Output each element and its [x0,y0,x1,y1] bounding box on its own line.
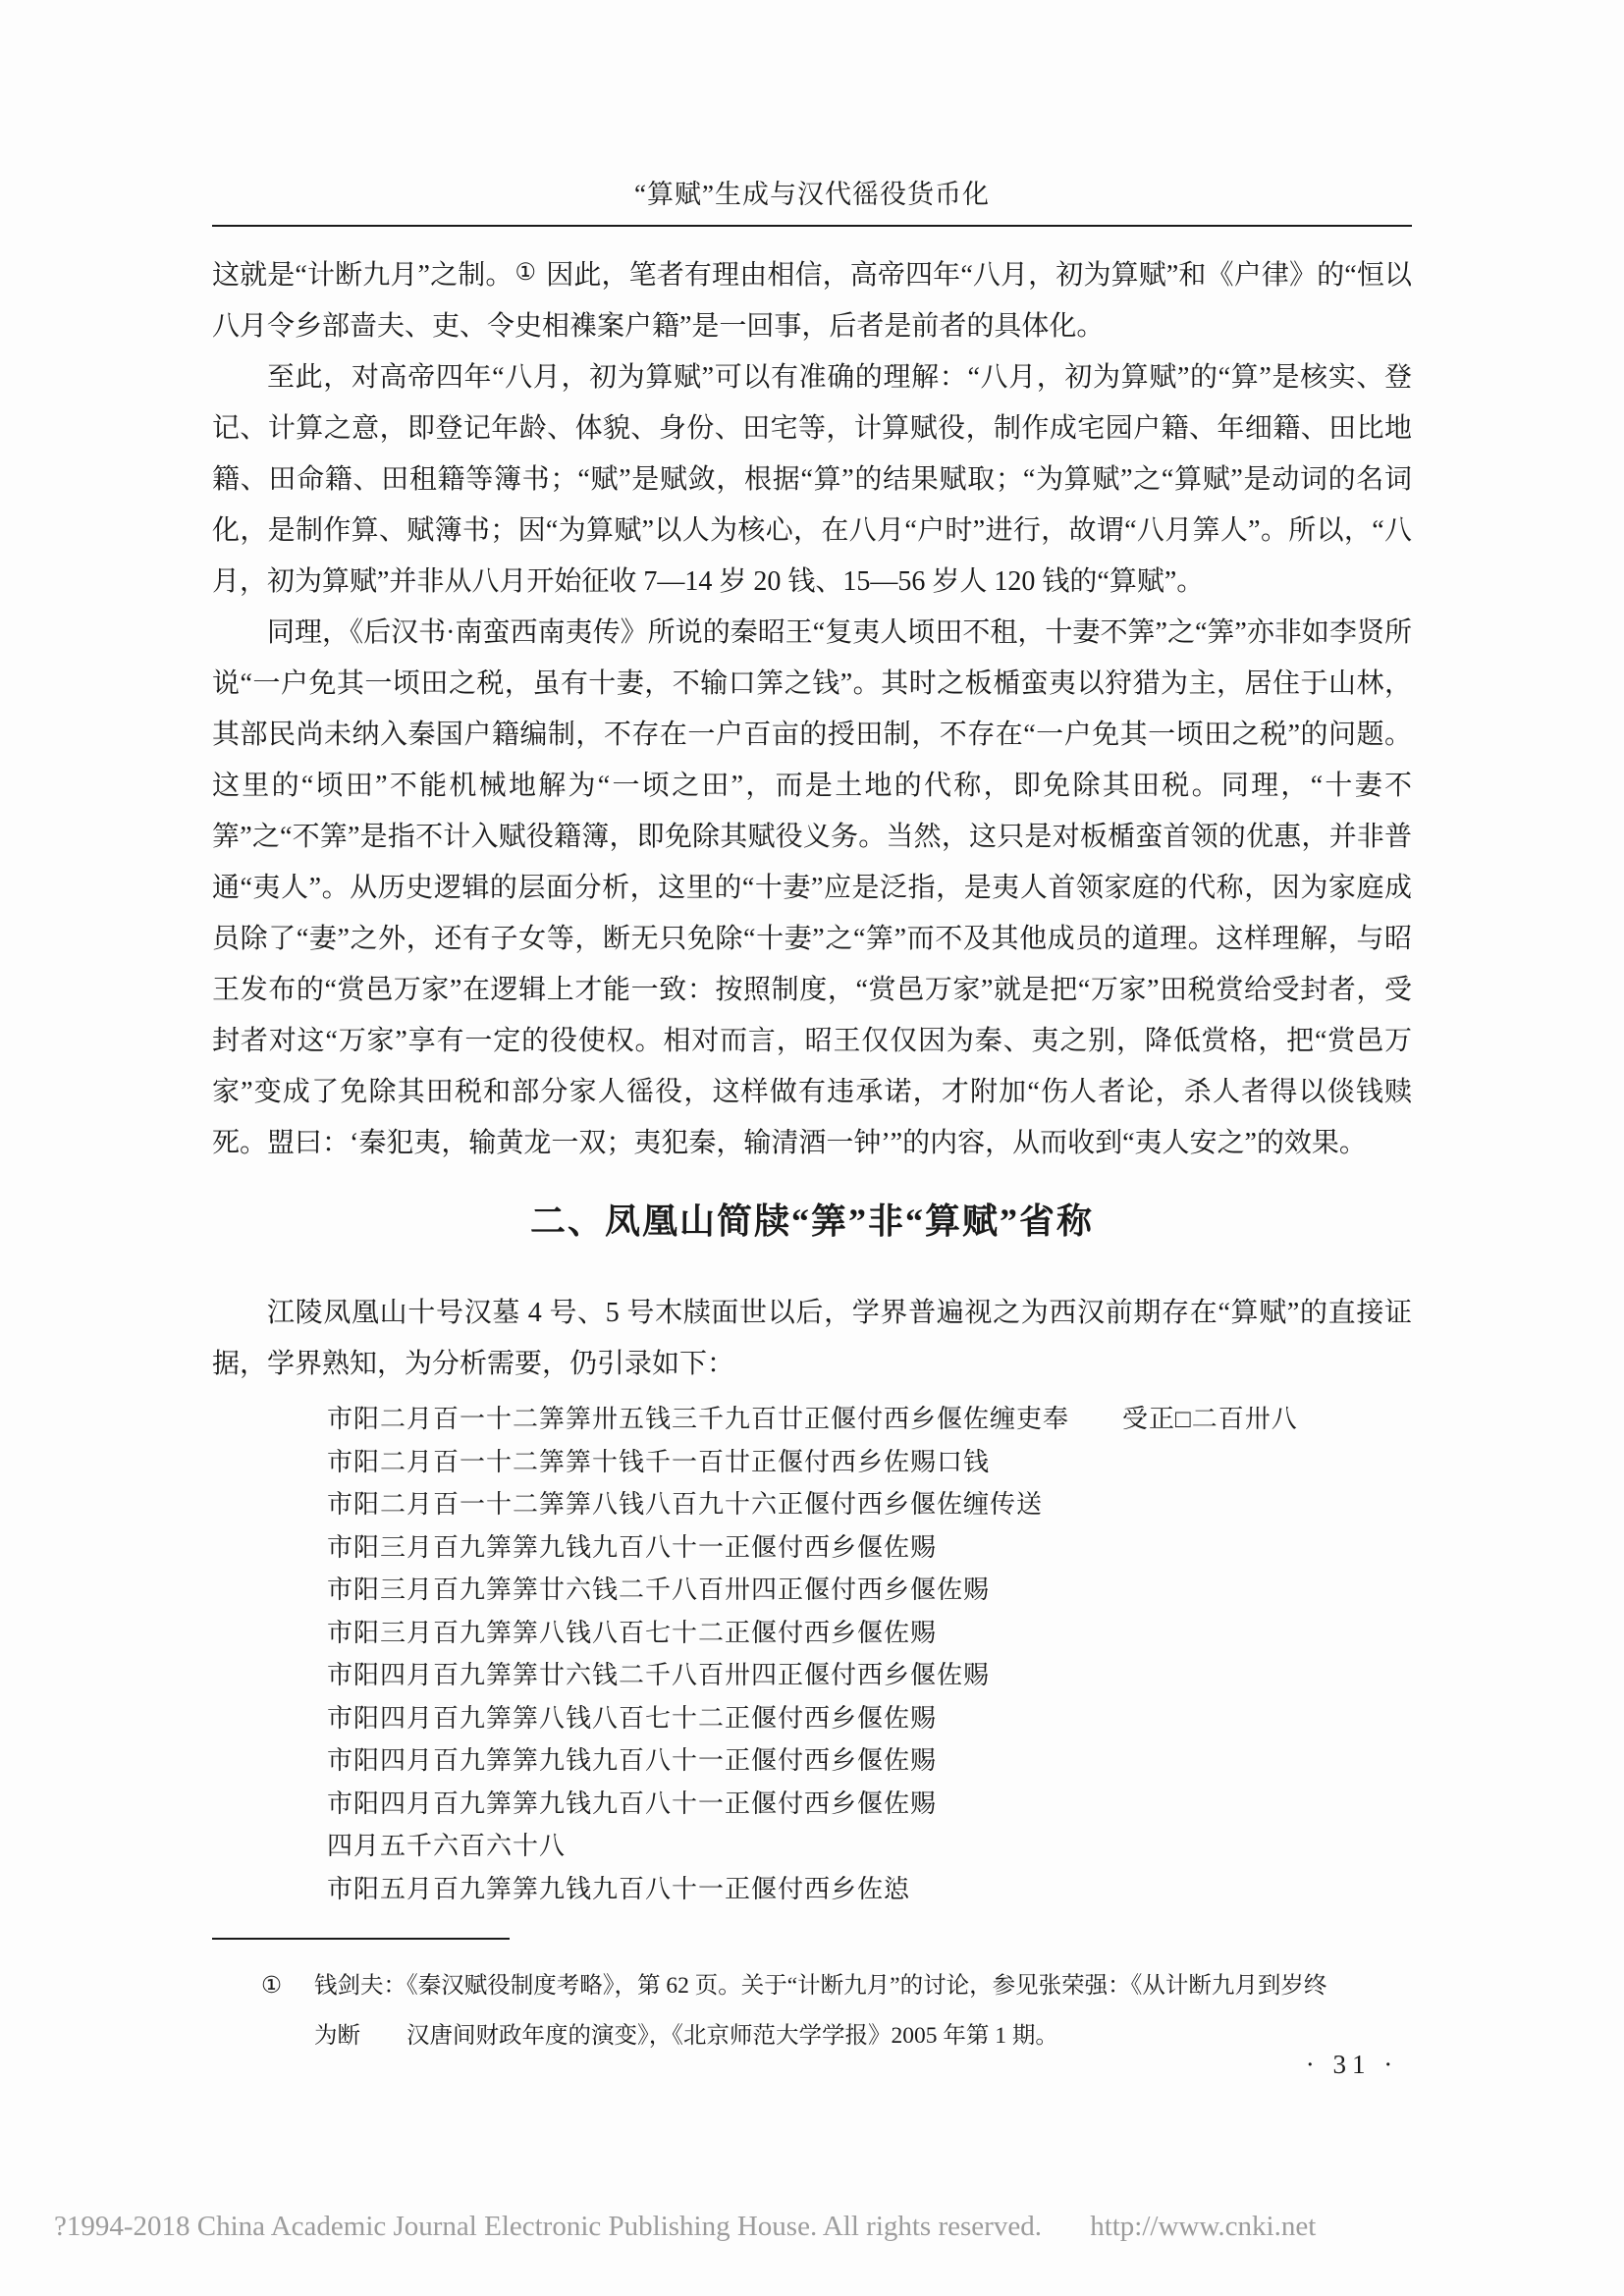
paragraph-2: 至此，对高帝四年“八月，初为算赋”可以有准确的理解：“八月，初为算赋”的“算”是核实、登记、计算之意，即登记年龄、体貌、身份、田宅等，计算赋役，制作成宅园户籍、年细籍、田比地籍、田命籍、田租籍等簿书；“赋”是赋敛，根据“算”的结果赋取；“为算赋”之“算赋”是动词的名词化，是制作算、赋簿书；因“为算赋”以人为核心，在八月“户时”进行，故谓“八月筭人”。所以，“八月，初为算赋”并非从八月开始征收 7—14 岁 20 钱、15—56 岁人 120 钱的“算赋”。 [212,362,1412,597]
footnote-separator [212,1938,510,1940]
tablet-record-line: 市阳四月百九筭筭九钱九百八十一正偃付西乡偃佐赐 [327,1789,938,1818]
header-rule [212,225,1412,227]
running-header: “算赋”生成与汉代徭役货币化 [634,180,990,209]
tablet-record-line: 市阳三月百九筭筭八钱八百七十二正偃付西乡偃佐赐 [327,1618,938,1647]
tablet-quote-block [327,1398,1417,1910]
footnote-1-text: 钱剑夫：《秦汉赋役制度考略》，第 62 页。关于“计断九月”的讨论，参见张荣强：《从计断九月到岁终 [314,1973,1327,1999]
paragraph-3: 同理，《后汉书·南蛮西南夷传》所说的秦昭王“复夷人顷田不租，十妻不筭”之“筭”亦非如李贤所说“一户免其一顷田之税，虽有十妻，不输口筭之钱”。其时之板楯蛮夷以狩猎为主，居住于山林，其部民尚未纳入秦国户籍编制，不存在一户百亩的授田制，不存在“一户免其一顷田之税”的问题。这里的“顷田”不能机械地解为“一顷之田”，而是土地的代称，即免除其田税。同理，“十妻不筭”之“不筭”是指不计入赋役籍簿，即免除其赋役义务。当然，这只是对板楯蛮首领的优惠，并非普通“夷人”。从历史逻辑的层面分析，这里的“十妻”应是泛指，是夷人首领家庭的代称，因为家庭成员除了“妻”之外，还有子女等，断无只免除“十妻”之“筭”而不及其他成员的道理。这样理解，与昭王发布的“赏邑万家”在逻辑上才能一致：按照制度，“赏邑万家”就是把“万家”田税赏给受封者，受封者对这“万家”享有一定的役使权。相对而言，昭王仅仅因为秦、夷之别，降低赏格，把“赏邑万家”变成了免除其田税和部分家人徭役，这样做有违承诺，才附加“伤人者论，杀人者得以倓钱赎死。盟曰：‘秦犯夷，输黄龙一双；夷犯秦，输清酒一钟’”的内容，从而收到“夷人安之”的效果。 [212,617,1412,1158]
footer-copyright: ?1994-2018 China Academic Journal Electronic Publishing House. All rights reserved. [54,2211,1042,2242]
paragraph-1-continuation: 因此，笔者有理由相信，高帝四年“八月，初为算赋”和《户律》的“恒以八月令乡部啬夫、吏、令史相襍案户籍”是一回事，后者是前者的具体化。 [212,260,1412,342]
footnotes [261,1961,1415,2061]
tablet-record-line: 市阳二月百一十二筭筭十钱千一百廿正偃付西乡佐赐口钱 [327,1447,991,1476]
cnki-footer [54,2211,1586,2243]
paragraph-1-text: 这就是“计断九月”之制。 [212,260,514,291]
footnote-1-marker: ① [261,1973,283,1999]
tablet-record-line: 市阳五月百九筭筭九钱九百八十一正偃付西乡佐惉 [327,1874,911,1903]
footnote-reference-1: ① [514,260,537,286]
page-number: · 31 · [1305,2050,1399,2079]
footer-url: http://www.cnki.net [1090,2211,1317,2242]
footnote-1-text-continuation: 为断 汉唐间财政年度的演变》，《北京师范大学学报》2005 年第 1 期。 [314,2023,1058,2049]
tablet-record-line: 市阳四月百九筭筭九钱九百八十一正偃付西乡偃佐赐 [327,1746,938,1775]
tablet-record-line: 市阳二月百一十二筭筭八钱八百九十六正偃付西乡偃佐缠传送 [327,1490,1044,1519]
paragraph-1 [212,247,1412,352]
tablet-record-line: 市阳二月百一十二筭筭卅五钱三千九百廿正偃付西乡偃佐缠吏奉 受正□二百卅八 [327,1405,1298,1433]
tablet-record-line: 市阳三月百九筭筭廿六钱二千八百卅四正偃付西乡偃佐赐 [327,1575,991,1604]
tablet-record-line: 四月五千六百六十八 [327,1832,567,1860]
tablet-record-line: 市阳四月百九筭筭八钱八百七十二正偃付西乡偃佐赐 [327,1703,938,1733]
article-body [212,247,1412,1169]
paragraph-4: 江陵凤凰山十号汉墓 4 号、5 号木牍面世以后，学界普遍视之为西汉前期存在“算赋”的直接证据，学界熟知，为分析需要，仍引录如下： [212,1298,1412,1379]
tablet-record-line: 市阳三月百九筭筭九钱九百八十一正偃付西乡偃佐赐 [327,1532,938,1562]
section-heading: 二、凤凰山简牍“筭”非“算赋”省称 [529,1201,1094,1241]
tablet-record-line: 市阳四月百九筭筭廿六钱二千八百卅四正偃付西乡偃佐赐 [327,1661,991,1689]
footnote-1 [261,1961,1415,2011]
